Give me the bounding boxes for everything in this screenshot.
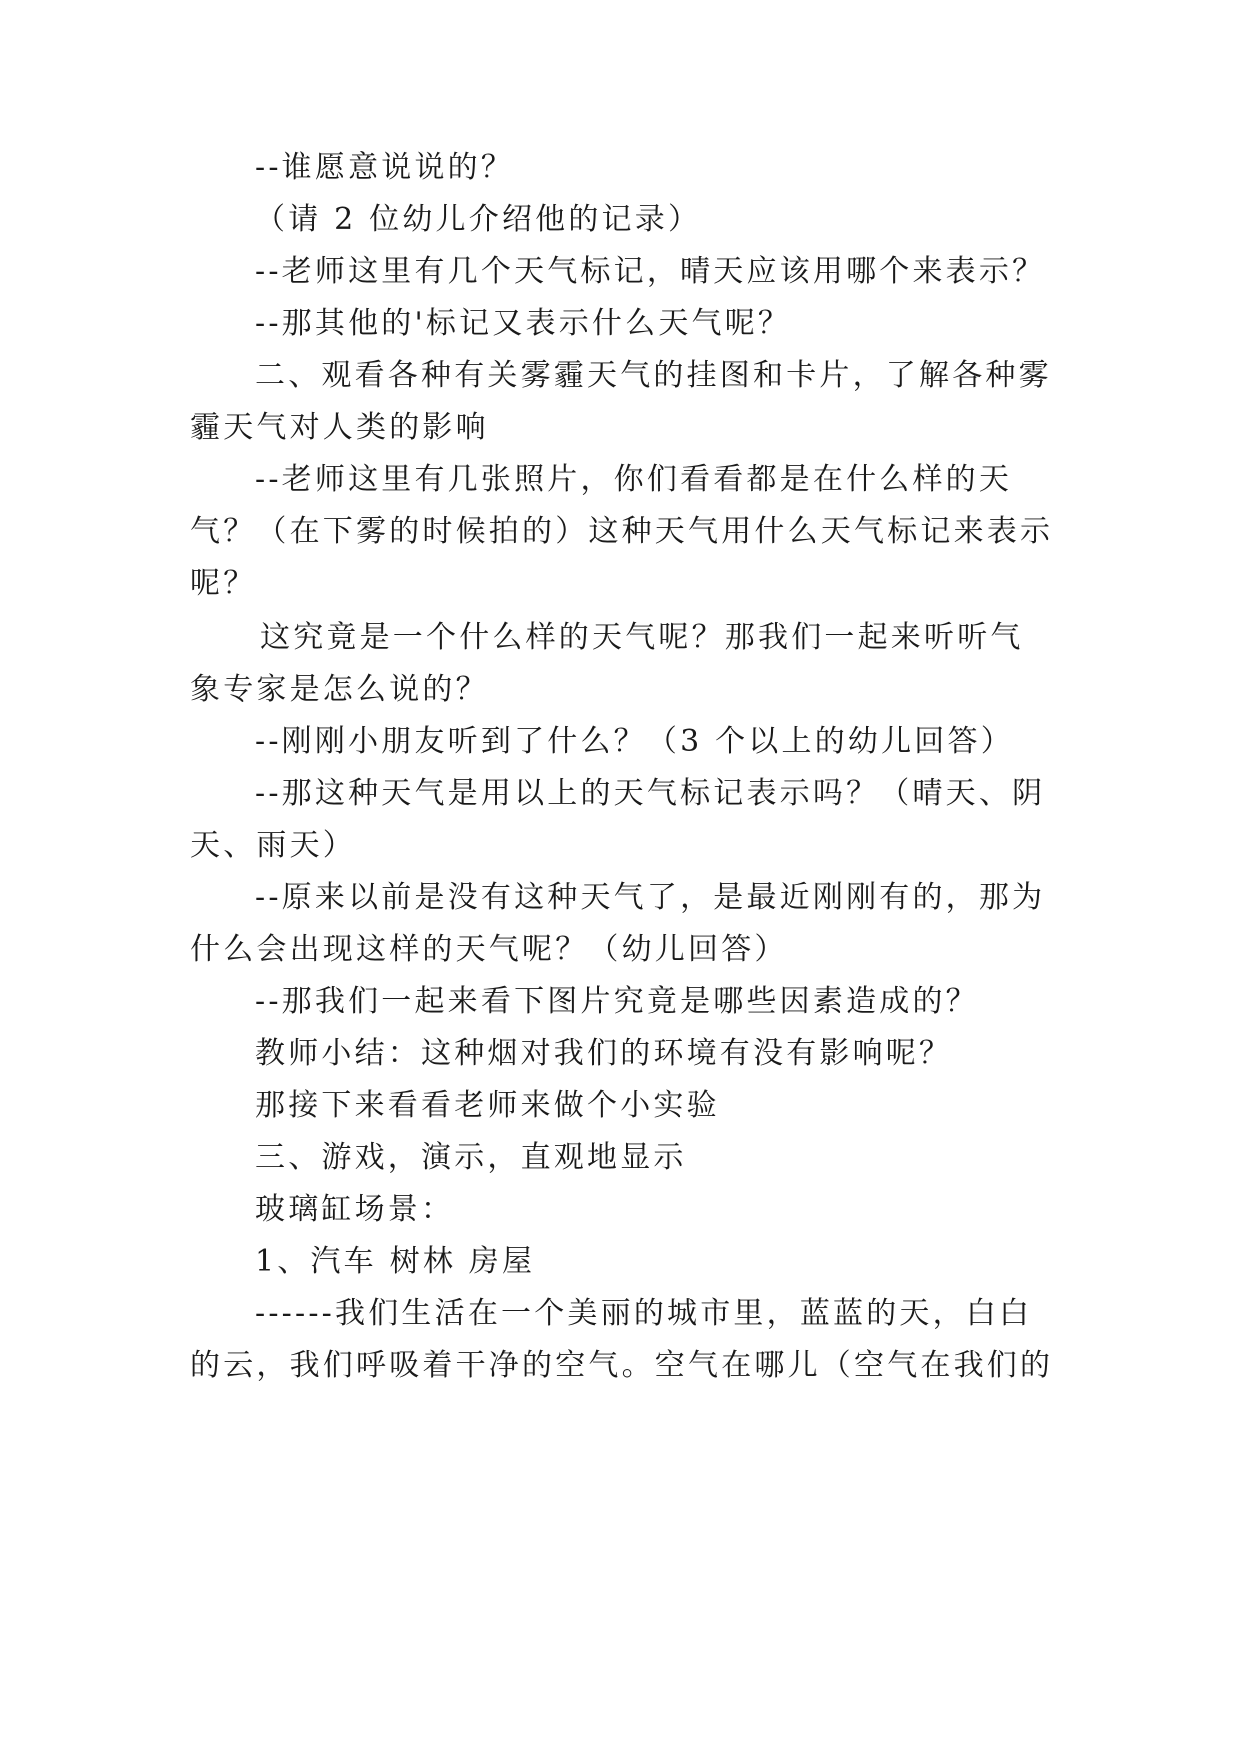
text-line: 教师小结：这种烟对我们的环境有没有影响呢？: [255, 1036, 953, 1071]
list-item: 1、汽车 树林 房屋: [255, 1244, 536, 1279]
section-heading: 三、游戏，演示，直观地显示: [255, 1140, 687, 1175]
text-line: 玻璃缸场景：: [255, 1192, 455, 1227]
section-heading-continued: 霾天气对人类的影响: [190, 410, 489, 445]
section-heading: 二、观看各种有关雾霾天气的挂图和卡片，了解各种雾: [255, 358, 1052, 393]
text-line: 的云，我们呼吸着干净的空气。空气在哪儿（空气在我们的: [190, 1348, 1054, 1383]
text-line: --原来以前是没有这种天气了，是最近刚刚有的，那为: [255, 880, 1046, 915]
text-line: 那接下来看看老师来做个小实验: [255, 1088, 720, 1123]
text-line: --那其他的'标记又表示什么天气呢？: [255, 306, 792, 341]
text-line: 气？（在下雾的时候拍的）这种天气用什么天气标记来表示: [190, 514, 1054, 549]
text-line: （请 2 位幼儿介绍他的记录）: [255, 202, 702, 237]
text-line: 这究竟是一个什么样的天气呢？那我们一起来听听气: [260, 620, 1024, 655]
text-line: --那我们一起来看下图片究竟是哪些因素造成的？: [255, 984, 979, 1019]
text-line: --谁愿意说说的？: [255, 150, 515, 185]
text-line: --刚刚小朋友听到了什么？（3 个以上的幼儿回答）: [255, 724, 1014, 759]
text-line: 呢？: [190, 566, 257, 601]
text-line: ------我们生活在一个美丽的城市里，蓝蓝的天，白白: [255, 1296, 1033, 1331]
text-line: 什么会出现这样的天气呢？（幼儿回答）: [190, 932, 788, 967]
text-line: --老师这里有几张照片，你们看看都是在什么样的天: [255, 462, 1013, 497]
text-line: --那这种天气是用以上的天气标记表示吗？（晴天、阴: [255, 776, 1046, 811]
text-line: 天、雨天）: [190, 828, 356, 863]
text-line: 象专家是怎么说的？: [190, 672, 489, 707]
text-line: --老师这里有几个天气标记，晴天应该用哪个来表示？: [255, 254, 1046, 289]
